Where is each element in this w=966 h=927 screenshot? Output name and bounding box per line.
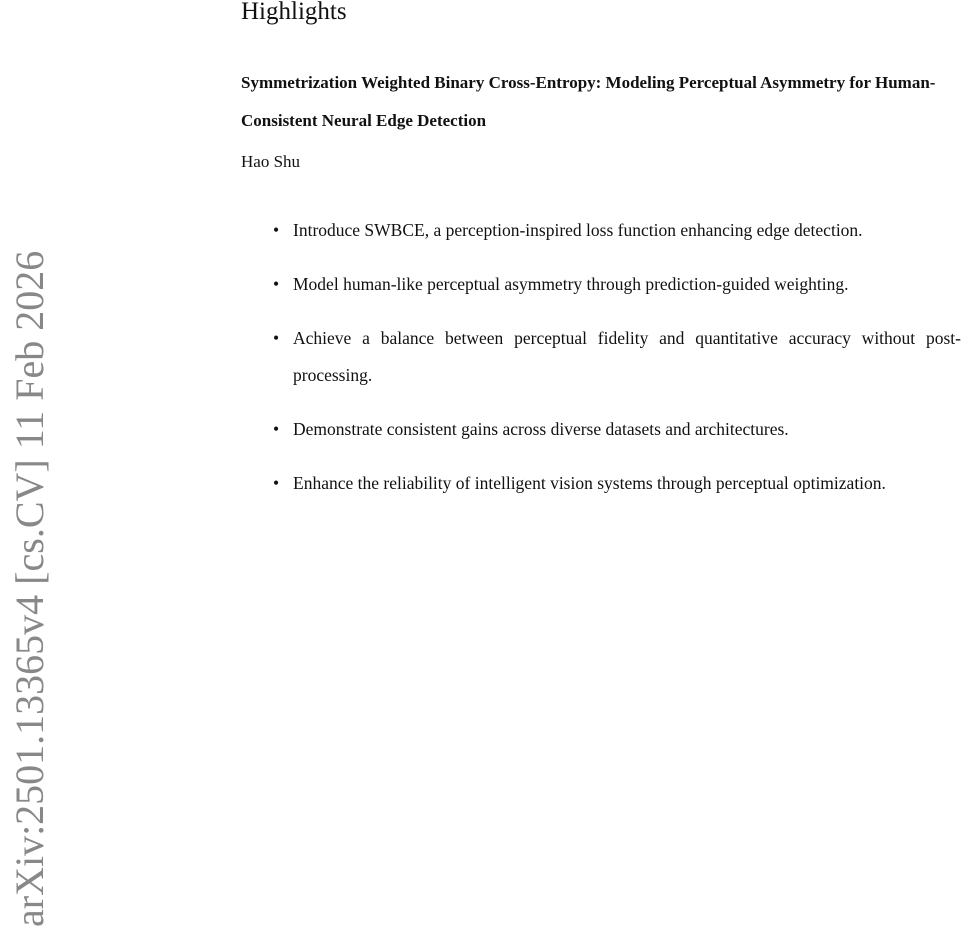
arxiv-sidebar-stamp: arXiv:2501.13365v4 [cs.CV] 11 Feb 2026 — [7, 250, 52, 927]
highlights-list — [241, 212, 961, 519]
paper-title: Symmetrization Weighted Binary Cross-Entropy: Modeling Perceptual Asymmetry for Human-Consistent Neural Edge Detection — [241, 73, 936, 130]
list-item: • Model human-like perceptual asymmetry through prediction-guided weighting. — [241, 266, 961, 303]
list-item: • Enhance the reliability of intelligent vision systems through perceptual optimization. — [241, 465, 961, 502]
author: Hao Shu — [241, 152, 301, 171]
list-item: • Demonstrate consistent gains across diverse datasets and architectures. — [241, 411, 961, 448]
section-heading: Highlights — [241, 0, 347, 25]
list-item: • Achieve a balance between perceptual fidelity and quantitative accuracy without post-processing. — [241, 320, 961, 394]
list-item: • Introduce SWBCE, a perception-inspired loss function enhancing edge detection. — [241, 212, 961, 249]
